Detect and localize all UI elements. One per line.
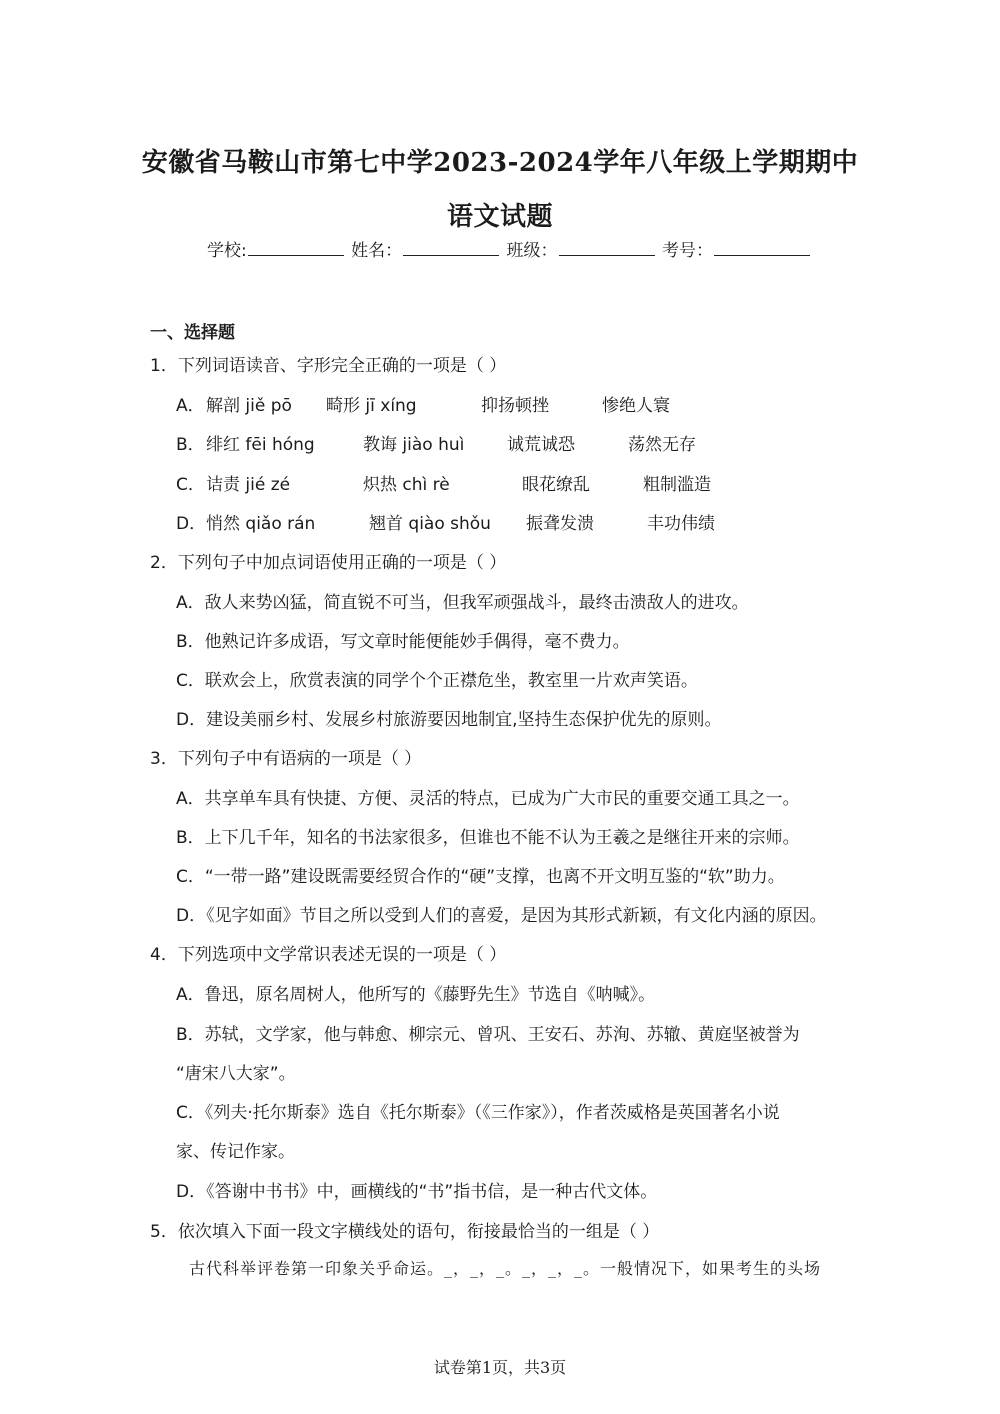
school-blank	[248, 239, 344, 256]
q2-stem: 2．下列句子中加点词语使用正确的一项是（ ）	[150, 553, 507, 573]
q4-option-c: C．《列夫·托尔斯泰》选自《托尔斯泰》（《三作家》），作者茨威格是英国著名小说	[176, 1103, 780, 1123]
exam-title-line1: 安徽省马鞍山市第七中学2023-2024学年八年级上学期期中	[141, 148, 859, 178]
q3-option-d: D．《见字如面》节目之所以受到人们的喜爱，是因为其形式新颖，有文化内涵的原因。	[176, 906, 827, 926]
q1-a-label: A．	[176, 396, 205, 416]
q1-a-item2: 畸形 jī xíng	[326, 396, 417, 416]
q1-c-item1: 诘责 jié zé	[206, 475, 291, 495]
q3-stem: 3．下列句子中有语病的一项是（ ）	[150, 749, 422, 769]
q3-option-a: A．共享单车具有快捷、方便、灵活的特点，已成为广大市民的重要交通工具之一。	[176, 789, 800, 809]
q4-option-c-continued: 家、传记作家。	[176, 1142, 295, 1162]
q4-option-b: B．苏轼，文学家，他与韩愈、柳宗元、曾巩、王安石、苏洵、苏辙、黄庭坚被誉为	[176, 1025, 800, 1045]
class-blank	[559, 239, 655, 256]
q1-b-item4: 荡然无存	[628, 435, 696, 455]
q2-option-d: D．建设美丽乡村、发展乡村旅游要因地制宜,坚持生态保护优先的原则。	[176, 710, 722, 730]
student-info-row	[207, 236, 812, 261]
name-label: 姓名：	[351, 241, 403, 261]
q1-a-item3: 抑扬顿挫	[481, 396, 549, 416]
q2-option-c: C．联欢会上，欣赏表演的同学个个正襟危坐，教室里一片欢声笑语。	[176, 671, 698, 691]
exam-title-line2: 语文试题	[446, 202, 553, 232]
q5-stem: 5．依次填入下面一段文字横线处的语句，衔接最恰当的一组是（ ）	[150, 1222, 660, 1242]
q4-option-b-continued: “唐宋八大家”。	[176, 1064, 296, 1084]
q3-option-c: C．“一带一路”建设既需要经贸合作的“硬”支撑，也离不开文明互鉴的“软”助力。	[176, 867, 785, 887]
q1-a-item4: 惨绝人寰	[602, 396, 670, 416]
q1-d-item2: 翘首 qiào shǒu	[369, 514, 491, 534]
q1-b-label: B．	[176, 435, 205, 455]
q1-b-item3: 诚荒诚恐	[507, 435, 575, 455]
exam-number-blank	[714, 239, 810, 256]
q1-d-label: D．	[176, 514, 207, 534]
q1-c-item2: 炽热 chì rè	[363, 475, 450, 495]
q4-option-d: D．《答谢中书书》中，画横线的“书”指书信，是一种古代文体。	[176, 1182, 658, 1202]
q1-b-item1: 绯红 fēi hóng	[206, 435, 315, 455]
q1-c-item3: 眼花缭乱	[522, 475, 590, 495]
class-label: 班级：	[506, 241, 558, 261]
q2-option-a: A．敌人来势凶猛，简直锐不可当，但我军顽强战斗，最终击溃敌人的进攻。	[176, 593, 749, 613]
q4-option-a: A．鲁迅，原名周树人，他所写的《藤野先生》节选自《呐喊》。	[176, 985, 656, 1005]
q3-option-b: B．上下几千年，知名的书法家很多，但谁也不能不认为王羲之是继往开来的宗师。	[176, 828, 800, 848]
q1-c-item4: 粗制滥造	[643, 475, 711, 495]
q2-option-b: B．他熟记许多成语，写文章时能便能妙手偶得，毫不费力。	[176, 632, 630, 652]
q4-stem: 4．下列选项中文学常识表述无误的一项是（ ）	[150, 945, 507, 965]
q1-d-item3: 振聋发溃	[526, 514, 594, 534]
section-heading: 一、选择题	[150, 323, 235, 343]
q1-d-item4: 丰功伟绩	[647, 514, 715, 534]
page-footer: 试卷第1页，共3页	[433, 1358, 567, 1377]
q1-b-item2: 教诲 jiào huì	[363, 435, 465, 455]
exam-number-label: 考号：	[661, 241, 713, 261]
name-blank	[403, 239, 499, 256]
school-label: 学校:	[207, 241, 247, 261]
q5-passage: 古代科举评卷第一印象关乎命运。_，_，_。_，_，_。一般情况下，如果考生的头场	[189, 1259, 822, 1278]
q1-stem: 1．下列词语读音、字形完全正确的一项是（ ）	[150, 356, 507, 376]
q1-c-label: C．	[176, 475, 205, 495]
q1-a-item1: 解剖 jiě pō	[206, 396, 292, 416]
q1-d-item1: 悄然 qiǎo rán	[206, 514, 316, 534]
